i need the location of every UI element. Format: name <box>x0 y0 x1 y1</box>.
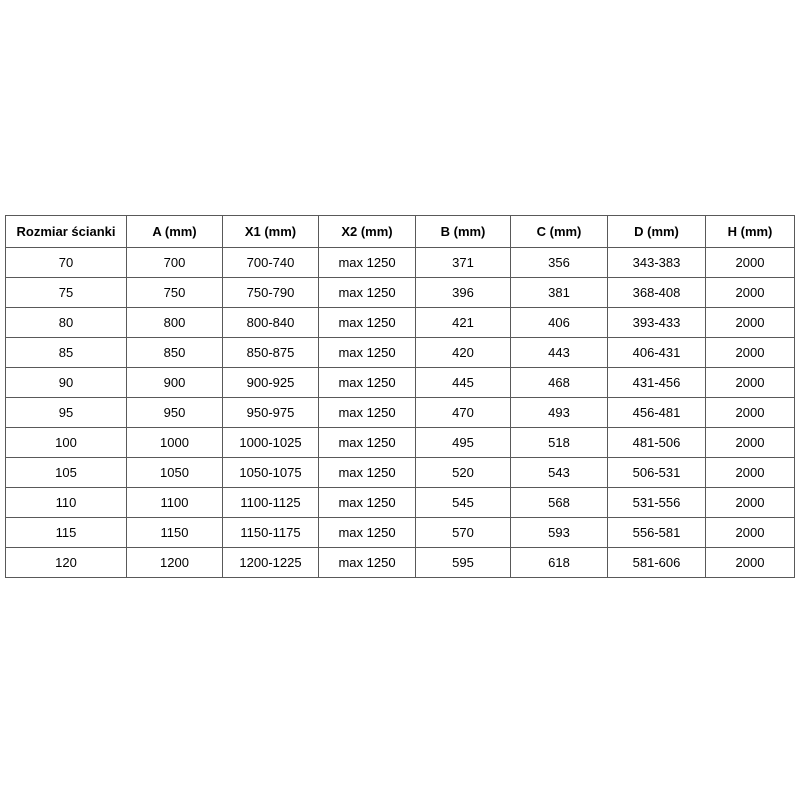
table-cell: 75 <box>6 278 127 308</box>
table-cell: 115 <box>6 518 127 548</box>
table-cell: 1050 <box>127 458 223 488</box>
table-cell: 570 <box>416 518 511 548</box>
table-cell: 421 <box>416 308 511 338</box>
table-cell: 1200 <box>127 548 223 578</box>
table-cell: 406 <box>511 308 608 338</box>
table-cell: 850 <box>127 338 223 368</box>
table-cell: 420 <box>416 338 511 368</box>
table-cell: 85 <box>6 338 127 368</box>
table-cell: 518 <box>511 428 608 458</box>
table-cell: 900 <box>127 368 223 398</box>
table-cell: 2000 <box>706 488 795 518</box>
table-cell: 900-925 <box>223 368 319 398</box>
table-cell: 2000 <box>706 458 795 488</box>
table-cell: 618 <box>511 548 608 578</box>
table-cell: 468 <box>511 368 608 398</box>
table-cell: 2000 <box>706 398 795 428</box>
column-header: X2 (mm) <box>319 216 416 248</box>
table-cell: 2000 <box>706 308 795 338</box>
table-cell: 700-740 <box>223 248 319 278</box>
spec-table-container <box>5 215 794 578</box>
table-cell: max 1250 <box>319 428 416 458</box>
table-cell: 531-556 <box>608 488 706 518</box>
table-cell: 396 <box>416 278 511 308</box>
table-cell: 2000 <box>706 248 795 278</box>
table-cell: 456-481 <box>608 398 706 428</box>
table-header-row <box>6 216 795 248</box>
table-cell: 1150-1175 <box>223 518 319 548</box>
table-cell: 90 <box>6 368 127 398</box>
table-header <box>6 216 795 248</box>
table-cell: 100 <box>6 428 127 458</box>
dimensions-spec-table <box>5 215 795 578</box>
table-row <box>6 548 795 578</box>
table-row <box>6 458 795 488</box>
table-cell: 520 <box>416 458 511 488</box>
table-cell: 371 <box>416 248 511 278</box>
table-row <box>6 488 795 518</box>
table-cell: 545 <box>416 488 511 518</box>
table-cell: 70 <box>6 248 127 278</box>
column-header: H (mm) <box>706 216 795 248</box>
table-cell: max 1250 <box>319 488 416 518</box>
table-cell: 556-581 <box>608 518 706 548</box>
table-cell: 543 <box>511 458 608 488</box>
table-cell: 431-456 <box>608 368 706 398</box>
table-row <box>6 428 795 458</box>
table-cell: 356 <box>511 248 608 278</box>
column-header: B (mm) <box>416 216 511 248</box>
table-cell: 1000 <box>127 428 223 458</box>
table-cell: max 1250 <box>319 518 416 548</box>
table-cell: 581-606 <box>608 548 706 578</box>
table-cell: 1000-1025 <box>223 428 319 458</box>
table-cell: 406-431 <box>608 338 706 368</box>
table-cell: 368-408 <box>608 278 706 308</box>
table-cell: 1200-1225 <box>223 548 319 578</box>
column-header: C (mm) <box>511 216 608 248</box>
table-cell: 2000 <box>706 278 795 308</box>
table-cell: 568 <box>511 488 608 518</box>
table-cell: 800 <box>127 308 223 338</box>
table-cell: 493 <box>511 398 608 428</box>
table-cell: 445 <box>416 368 511 398</box>
table-row <box>6 518 795 548</box>
table-cell: 495 <box>416 428 511 458</box>
table-cell: 2000 <box>706 338 795 368</box>
table-cell: 750-790 <box>223 278 319 308</box>
table-cell: 2000 <box>706 428 795 458</box>
table-cell: max 1250 <box>319 368 416 398</box>
column-header: Rozmiar ścianki <box>6 216 127 248</box>
table-cell: 110 <box>6 488 127 518</box>
table-cell: max 1250 <box>319 458 416 488</box>
table-row <box>6 278 795 308</box>
table-cell: 120 <box>6 548 127 578</box>
table-row <box>6 338 795 368</box>
table-cell: 593 <box>511 518 608 548</box>
table-cell: 381 <box>511 278 608 308</box>
table-row <box>6 398 795 428</box>
table-cell: max 1250 <box>319 278 416 308</box>
table-row <box>6 248 795 278</box>
column-header: X1 (mm) <box>223 216 319 248</box>
table-cell: 443 <box>511 338 608 368</box>
table-cell: 470 <box>416 398 511 428</box>
table-cell: max 1250 <box>319 548 416 578</box>
table-cell: 2000 <box>706 518 795 548</box>
column-header: D (mm) <box>608 216 706 248</box>
table-cell: 2000 <box>706 368 795 398</box>
table-cell: 1050-1075 <box>223 458 319 488</box>
column-header: A (mm) <box>127 216 223 248</box>
table-cell: 95 <box>6 398 127 428</box>
table-cell: 1100 <box>127 488 223 518</box>
table-cell: 2000 <box>706 548 795 578</box>
table-cell: 80 <box>6 308 127 338</box>
table-row <box>6 368 795 398</box>
table-cell: 393-433 <box>608 308 706 338</box>
table-cell: 850-875 <box>223 338 319 368</box>
table-cell: 506-531 <box>608 458 706 488</box>
table-cell: max 1250 <box>319 398 416 428</box>
table-cell: 950 <box>127 398 223 428</box>
table-row <box>6 308 795 338</box>
table-cell: max 1250 <box>319 248 416 278</box>
table-cell: 1150 <box>127 518 223 548</box>
table-cell: 1100-1125 <box>223 488 319 518</box>
table-cell: max 1250 <box>319 338 416 368</box>
table-cell: 800-840 <box>223 308 319 338</box>
table-body <box>6 248 795 578</box>
table-cell: 595 <box>416 548 511 578</box>
table-cell: 105 <box>6 458 127 488</box>
table-cell: 481-506 <box>608 428 706 458</box>
table-cell: 950-975 <box>223 398 319 428</box>
table-cell: max 1250 <box>319 308 416 338</box>
table-cell: 750 <box>127 278 223 308</box>
table-cell: 343-383 <box>608 248 706 278</box>
table-cell: 700 <box>127 248 223 278</box>
